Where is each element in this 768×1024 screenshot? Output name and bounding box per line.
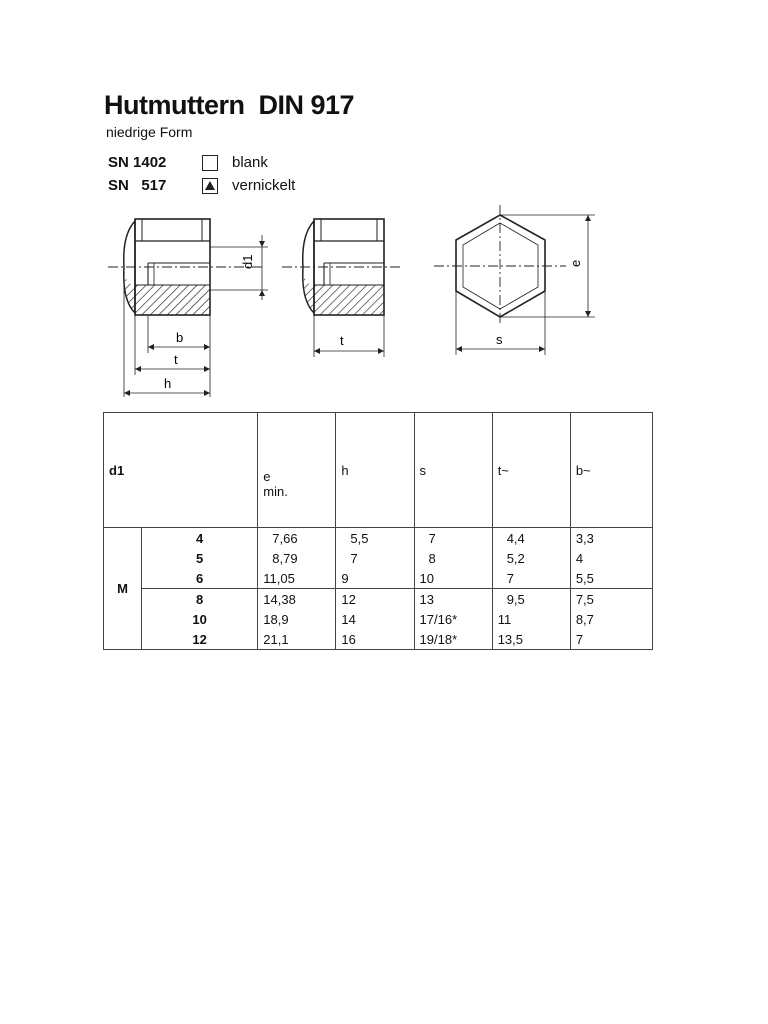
thread-label: M	[104, 528, 142, 650]
table-row	[104, 609, 653, 629]
page-subtitle: niedrige Form	[106, 124, 193, 140]
dim-t-label: t	[174, 352, 178, 367]
h-cell: 9	[336, 568, 414, 589]
table-row	[104, 568, 653, 589]
b-cell: 3,3	[570, 528, 652, 549]
header-t: t~	[492, 413, 570, 528]
b-cell: 8,7	[570, 609, 652, 629]
size-cell: 12	[142, 629, 258, 650]
e-cell: 7,66	[258, 528, 336, 549]
h-cell: 12	[336, 589, 414, 610]
t-cell: 7	[492, 568, 570, 589]
b-cell: 5,5	[570, 568, 652, 589]
table-row	[104, 629, 653, 650]
t-cell: 5,2	[492, 548, 570, 568]
e-cell: 8,79	[258, 548, 336, 568]
h-cell: 14	[336, 609, 414, 629]
s-cell: 7	[414, 528, 492, 549]
dim-b-label: b	[176, 330, 184, 345]
header-s: s	[414, 413, 492, 528]
s-cell: 8	[414, 548, 492, 568]
h-cell: 7	[336, 548, 414, 568]
variant-code: SN 1402	[108, 154, 167, 171]
s-cell: 10	[414, 568, 492, 589]
t-cell: 9,5	[492, 589, 570, 610]
h-cell: 5,5	[336, 528, 414, 549]
page-title: Hutmuttern DIN 917	[104, 90, 355, 120]
e-cell: 18,9	[258, 609, 336, 629]
dim-s-label: s	[496, 332, 503, 347]
empty-box-icon	[202, 155, 218, 171]
triangle-box-icon	[202, 178, 218, 194]
size-cell: 6	[142, 568, 258, 589]
table-row	[104, 589, 653, 610]
variant-code: SN 517	[108, 177, 167, 194]
header-e-label: e	[263, 469, 271, 484]
s-cell: 17/16*	[414, 609, 492, 629]
dim-d1-label: d1	[240, 254, 255, 269]
e-cell: 14,38	[258, 589, 336, 610]
header-h: h	[336, 413, 414, 528]
b-cell: 4	[570, 548, 652, 568]
t-cell: 11	[492, 609, 570, 629]
size-cell: 4	[142, 528, 258, 549]
b-cell: 7	[570, 629, 652, 650]
header-e	[258, 413, 336, 528]
cap-nut-side-drawing	[282, 219, 402, 357]
t-cell: 4,4	[492, 528, 570, 549]
dim-t-label: t	[340, 333, 344, 348]
variant-row	[108, 177, 295, 194]
size-cell: 10	[142, 609, 258, 629]
header-d1: d1	[104, 413, 258, 528]
dimension-table	[103, 412, 653, 650]
size-cell: 8	[142, 589, 258, 610]
cap-nut-section-drawing	[108, 219, 268, 397]
b-cell: 7,5	[570, 589, 652, 610]
header-e-min: min.	[263, 484, 288, 499]
s-cell: 19/18*	[414, 629, 492, 650]
hex-top-view-drawing	[434, 205, 595, 355]
e-cell: 21,1	[258, 629, 336, 650]
e-cell: 11,05	[258, 568, 336, 589]
variant-finish: vernickelt	[232, 177, 296, 194]
technical-drawings	[90, 205, 610, 405]
s-cell: 13	[414, 589, 492, 610]
t-cell: 13,5	[492, 629, 570, 650]
size-cell: 5	[142, 548, 258, 568]
header-b: b~	[570, 413, 652, 528]
variant-finish: blank	[232, 154, 268, 171]
variant-row	[108, 154, 268, 171]
dim-e-label: e	[568, 259, 583, 267]
table-header-row	[104, 413, 653, 528]
table-row	[104, 528, 653, 549]
h-cell: 16	[336, 629, 414, 650]
dim-h-label: h	[164, 376, 172, 391]
table-row	[104, 548, 653, 568]
